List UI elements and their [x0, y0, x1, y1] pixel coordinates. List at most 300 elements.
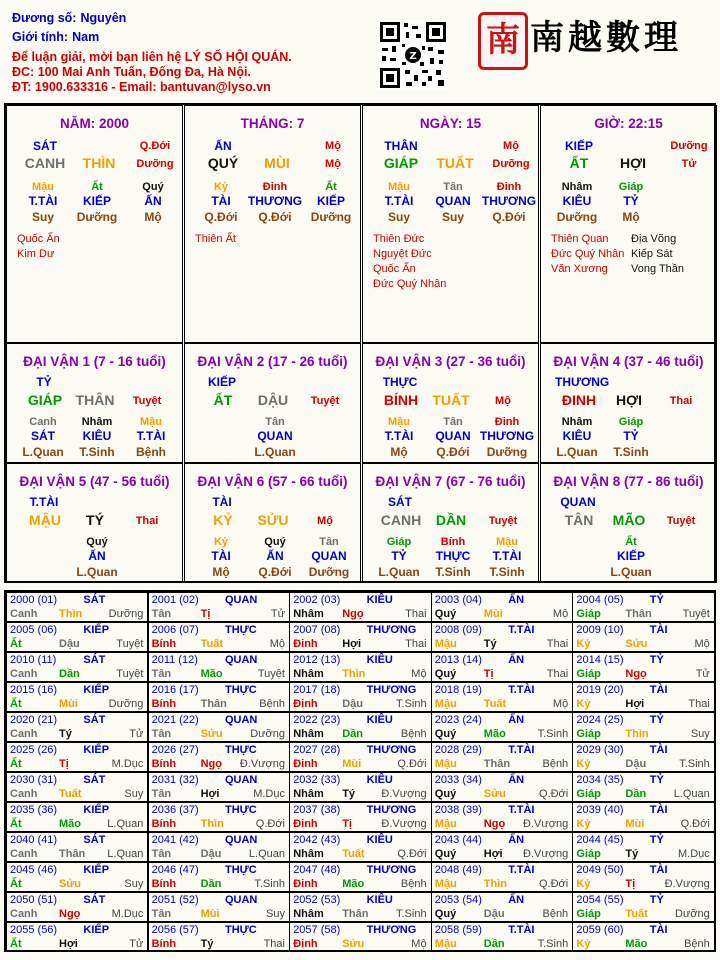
year-stem: Bính — [151, 698, 177, 710]
year-branch: Dần — [483, 938, 505, 950]
year-stem: Canh — [10, 668, 38, 680]
dai-van-title: ĐẠI VẬN 6 (57 - 66 tuổi) — [197, 474, 348, 489]
year-cell[interactable] — [148, 592, 290, 622]
dai-van-branch: MÃO — [612, 512, 646, 528]
life-stage: Q.Đới — [436, 445, 470, 459]
year-stem: Mậu — [434, 638, 457, 650]
year-life-stage: T.Sinh — [537, 728, 569, 740]
dai-van-star: KIẾP — [207, 375, 236, 389]
hidden-stem: Mậu — [496, 536, 518, 548]
year-cell[interactable] — [289, 742, 431, 772]
pillar-title: THÁNG: 7 — [240, 116, 305, 131]
year-label: 2028 (29) — [434, 744, 482, 756]
year-ten-god: KIẾP — [83, 624, 110, 636]
heavenly-stem: QUÝ — [207, 155, 239, 171]
year-cell[interactable] — [148, 712, 290, 742]
shen-sha: Quốc Ấn — [17, 233, 60, 245]
year-cell[interactable] — [6, 682, 148, 712]
year-life-stage: T.Sinh — [396, 698, 427, 710]
hidden-stem: Nhâm — [561, 416, 593, 428]
year-life-stage: Q.Đới — [538, 878, 569, 890]
year-cell[interactable] — [6, 652, 148, 682]
year-stem: Tân — [151, 728, 172, 740]
year-cell[interactable] — [6, 592, 148, 622]
dai-van-branch: HỢI — [616, 392, 642, 408]
year-life-stage: Đ.Vượng — [523, 848, 569, 860]
pillar-2 — [184, 105, 361, 343]
year-cell[interactable] — [572, 772, 714, 802]
year-life-stage: Tử — [270, 608, 285, 620]
life-stage: T.Sinh — [489, 565, 525, 579]
year-cell[interactable] — [572, 712, 714, 742]
year-life-stage: Đ.Vượng — [381, 818, 427, 830]
year-branch: Mão — [625, 938, 648, 950]
year-cell[interactable] — [572, 652, 714, 682]
pillar-1 — [6, 105, 183, 343]
year-stem: Mậu — [434, 878, 457, 890]
year-ten-god: QUAN — [224, 654, 258, 666]
year-ten-god: QUAN — [224, 894, 258, 906]
dai-van-star: TỶ — [36, 375, 52, 389]
life-stage: Suy — [31, 210, 54, 224]
year-cell[interactable] — [148, 922, 290, 952]
year-life-stage: L.Quan — [673, 788, 710, 800]
year-cell[interactable] — [431, 682, 573, 712]
shen-sha: Đức Quý Nhân — [551, 248, 625, 260]
year-life-stage: Tử — [129, 938, 144, 950]
year-stem: Ất — [10, 938, 22, 950]
year-cell[interactable] — [6, 772, 148, 802]
ten-god: T.TÀI — [384, 194, 414, 208]
shen-sha: Quốc Ấn — [373, 263, 416, 275]
year-branch: Dậu — [59, 638, 80, 650]
year-stem: Quý — [434, 668, 457, 680]
year-life-stage: M.Dục — [111, 908, 144, 920]
year-branch: Thân — [625, 608, 652, 620]
year-cell[interactable] — [6, 622, 148, 652]
year-label: 2057 (58) — [293, 924, 341, 936]
year-cell[interactable] — [6, 892, 148, 922]
ten-god: QUAN — [311, 549, 347, 563]
year-cell[interactable] — [289, 712, 431, 742]
hidden-stem: Nhâm — [561, 181, 593, 193]
year-cell[interactable] — [289, 682, 431, 712]
year-stem: Giáp — [576, 668, 601, 680]
year-branch: Mùi — [342, 758, 362, 770]
hidden-stem: Đinh — [494, 416, 520, 428]
stem-star: KIẾP — [564, 139, 593, 153]
owner-line — [12, 11, 126, 25]
year-cell[interactable] — [148, 892, 290, 922]
year-life-stage: Mộ — [269, 638, 285, 650]
ten-god: TÀI — [211, 194, 231, 208]
year-ten-god: THỰC — [224, 684, 257, 696]
year-cell[interactable] — [431, 832, 573, 862]
ten-god: KIÊU — [82, 429, 112, 443]
year-branch: Dần — [625, 788, 647, 800]
year-life-stage: Suy — [124, 878, 144, 890]
year-branch: Mão — [342, 878, 365, 890]
hidden-stem: Giáp — [618, 181, 644, 193]
year-branch: Tị — [200, 608, 211, 620]
year-cell[interactable] — [572, 892, 714, 922]
dai-van-7 — [362, 463, 539, 583]
year-ten-god: ẤN — [508, 594, 525, 606]
year-label: 2037 (38) — [293, 804, 341, 816]
year-ten-god: TÀI — [649, 864, 668, 876]
year-branch: Ngọ — [200, 758, 222, 770]
year-life-stage: Mộ — [552, 608, 569, 620]
year-branch: Mùi — [483, 608, 503, 620]
year-cell[interactable] — [431, 862, 573, 892]
year-stem: Bính — [151, 938, 177, 950]
year-label: 2043 (44) — [434, 834, 482, 846]
year-label: 2010 (11) — [10, 654, 57, 666]
hidden-stem: Tân — [319, 536, 339, 548]
year-ten-god: TỶ — [649, 894, 664, 906]
qr-code-icon[interactable] — [378, 20, 448, 90]
stem-star: ẤN — [214, 139, 232, 153]
year-ten-god: THƯƠNG — [366, 684, 417, 696]
year-life-stage: Suy — [690, 728, 710, 740]
shen-sha: Vong Thần — [631, 263, 685, 275]
year-cell[interactable] — [6, 832, 148, 862]
year-branch: Sửu — [59, 878, 82, 890]
year-stem: Tân — [151, 908, 172, 920]
year-label: 2039 (40) — [576, 804, 624, 816]
ten-god: TÀI — [211, 549, 231, 563]
dai-van-1 — [6, 343, 183, 463]
contact-line-2: ĐC: 100 Mai Anh Tuấn, Đống Đa, Hà Nội. — [12, 65, 251, 79]
hidden-stem: Canh — [29, 416, 57, 428]
year-label: 2032 (33) — [293, 774, 341, 786]
year-label: 2049 (50) — [576, 864, 624, 876]
year-label: 2006 (07) — [151, 624, 199, 636]
year-label: 2008 (09) — [434, 624, 482, 636]
year-ten-god: THƯƠNG — [366, 624, 417, 636]
year-label: 2034 (35) — [576, 774, 624, 786]
shen-sha: Kim Dư — [17, 248, 55, 260]
year-cell[interactable] — [6, 802, 148, 832]
year-branch: Dậu — [483, 908, 505, 920]
year-cell[interactable] — [148, 652, 290, 682]
year-cell[interactable] — [6, 862, 148, 892]
year-ten-god: ẤN — [508, 774, 525, 786]
shen-sha: Văn Xương — [551, 263, 608, 275]
year-cell[interactable] — [572, 592, 714, 622]
year-cell[interactable] — [431, 922, 573, 952]
year-branch: Dậu — [200, 848, 222, 860]
year-stem: Ất — [10, 758, 22, 770]
hidden-stem: Ất — [325, 181, 337, 193]
year-cell[interactable] — [431, 772, 573, 802]
year-ten-god: QUAN — [224, 774, 258, 786]
year-cell[interactable] — [572, 862, 714, 892]
year-label: 2031 (32) — [151, 774, 199, 786]
dai-van-stem: ĐINH — [561, 392, 597, 408]
year-cell[interactable] — [6, 922, 148, 952]
year-ten-god: TÀI — [649, 804, 668, 816]
ten-god: KIẾP — [316, 194, 345, 208]
year-stem: Kỷ — [576, 758, 591, 770]
year-label: 2023 (24) — [434, 714, 482, 726]
year-ten-god: SÁT — [83, 594, 106, 606]
year-label: 2050 (51) — [10, 894, 58, 906]
year-label: 2030 (31) — [10, 774, 58, 786]
year-ten-god: TỶ — [649, 834, 664, 846]
life-stage: L.Quan — [254, 445, 296, 459]
hidden-stem: Đinh — [262, 181, 288, 193]
year-life-stage: Q.Đới — [538, 788, 569, 800]
year-cell[interactable] — [148, 742, 290, 772]
year-branch: Tuất — [342, 848, 365, 860]
year-cell[interactable] — [572, 622, 714, 652]
year-label: 2024 (25) — [576, 714, 624, 726]
dai-van-2 — [184, 343, 361, 463]
year-stem: Đinh — [293, 938, 318, 950]
year-stem: Kỷ — [576, 818, 591, 830]
year-branch: Hợi — [59, 938, 78, 950]
ten-god: T.TÀI — [28, 194, 58, 208]
year-branch: Tuất — [625, 908, 648, 920]
year-cell[interactable] — [289, 622, 431, 652]
year-label: 2003 (04) — [434, 594, 482, 606]
shen-sha: Thiên Ất — [195, 233, 236, 245]
year-label: 2048 (49) — [434, 864, 482, 876]
year-life-stage: T.Sinh — [396, 908, 427, 920]
hidden-stem: Mậu — [388, 416, 410, 428]
year-cell[interactable] — [431, 652, 573, 682]
year-life-stage: Đ.Vượng — [523, 818, 569, 830]
year-ten-god: KIÊU — [366, 774, 393, 786]
year-stem: Quý — [434, 848, 457, 860]
life-stage: Dưỡng — [76, 210, 118, 224]
year-cell[interactable] — [289, 802, 431, 832]
year-branch: Thân — [200, 698, 227, 710]
year-branch: Ngọ — [625, 668, 647, 680]
year-label: 2046 (47) — [151, 864, 199, 876]
dai-van-title: ĐẠI VẬN 3 (27 - 36 tuổi) — [375, 354, 526, 369]
ten-god: TỶ — [623, 429, 639, 443]
dai-van-trang: Mộ — [317, 515, 333, 527]
year-cell[interactable] — [431, 892, 573, 922]
dai-van-branch: TUẤT — [432, 392, 470, 408]
year-branch: Tuất — [200, 638, 223, 650]
life-stage: Bệnh — [136, 445, 166, 459]
ten-god: ẤN — [88, 549, 106, 563]
life-stage: Suy — [387, 210, 410, 224]
dai-van-trang: Thai — [135, 515, 159, 527]
year-label: 2041 (42) — [151, 834, 199, 846]
year-cell[interactable] — [148, 772, 290, 802]
hidden-stem: Mậu — [32, 181, 54, 193]
year-cell[interactable] — [148, 832, 290, 862]
year-branch: Dần — [59, 668, 80, 680]
year-cell[interactable] — [572, 802, 714, 832]
shen-sha: Nguyệt Đức — [373, 248, 432, 260]
year-stem: Quý — [434, 608, 457, 620]
year-life-stage: L.Quan — [107, 818, 144, 830]
gender-line — [12, 30, 99, 44]
year-label: 2012 (13) — [293, 654, 341, 666]
year-ten-god: QUAN — [224, 714, 258, 726]
hidden-stem: Tân — [443, 416, 463, 428]
year-branch: Thìn — [59, 608, 83, 620]
dai-van-trang: Tuyệt — [310, 395, 340, 407]
hidden-stem: Ất — [91, 181, 103, 193]
year-life-stage: Suy — [266, 908, 285, 920]
year-cell[interactable] — [148, 862, 290, 892]
ten-god: TỶ — [623, 194, 639, 208]
year-cell[interactable] — [572, 832, 714, 862]
ten-god: SÁT — [31, 429, 55, 443]
dai-van-star: TÀI — [212, 495, 232, 509]
year-label: 2026 (27) — [151, 744, 199, 756]
year-branch: Ngọ — [342, 608, 364, 620]
year-cell[interactable] — [431, 622, 573, 652]
year-branch: Tị — [342, 818, 352, 830]
year-ten-god: ẤN — [508, 894, 525, 906]
dai-van-trang: Mộ — [495, 395, 511, 407]
hidden-stem: Ất — [625, 536, 637, 548]
year-ten-god: KIÊU — [366, 654, 393, 666]
year-branch: Dần — [200, 878, 222, 890]
year-cell[interactable] — [289, 652, 431, 682]
year-life-stage: Bệnh — [542, 908, 569, 920]
pillar-4 — [540, 105, 717, 343]
ten-god: TỶ — [391, 549, 407, 563]
year-life-stage: Dưỡng — [108, 698, 144, 710]
year-cell[interactable] — [148, 802, 290, 832]
year-cell[interactable] — [572, 682, 714, 712]
year-cell[interactable] — [6, 712, 148, 742]
pillar-title: NĂM: 2000 — [59, 116, 130, 131]
year-ten-god: TỶ — [649, 654, 664, 666]
year-stem: Mậu — [434, 698, 457, 710]
year-stem: Giáp — [576, 608, 601, 620]
year-life-stage: Q.Đới — [255, 818, 285, 830]
hidden-stem: Mậu — [140, 416, 162, 428]
year-ten-god: T.TÀI — [508, 744, 535, 756]
year-stem: Mậu — [434, 758, 457, 770]
year-ten-god: TÀI — [649, 744, 668, 756]
year-branch: Thìn — [342, 668, 366, 680]
year-label: 2021 (22) — [151, 714, 199, 726]
year-ten-god: QUAN — [224, 834, 258, 846]
year-cell[interactable] — [572, 742, 714, 772]
year-label: 2014 (15) — [576, 654, 624, 666]
year-cell[interactable] — [289, 862, 431, 892]
stem-star: THÂN — [384, 139, 418, 153]
year-ten-god: THỰC — [224, 864, 257, 876]
year-stem: Nhâm — [293, 788, 324, 800]
life-stage: L.Quan — [378, 565, 420, 579]
contact-line-3[interactable]: ĐT: 1900.633316 - Email: bantuvan@lyso.vn — [12, 80, 271, 94]
pillar-3 — [362, 105, 539, 343]
year-cell[interactable] — [431, 742, 573, 772]
year-branch: Tị — [59, 758, 69, 770]
year-life-stage: Bệnh — [542, 758, 569, 770]
year-label: 2016 (17) — [151, 684, 199, 696]
year-label: 2025 (26) — [10, 744, 58, 756]
life-stage: T.Sinh — [79, 445, 115, 459]
year-life-stage: Tuyệt — [116, 638, 144, 650]
life-stage: Q.Đới — [258, 565, 292, 579]
year-stem: Mậu — [434, 938, 457, 950]
year-stem: Canh — [10, 728, 38, 740]
year-label: 2051 (52) — [151, 894, 199, 906]
year-branch: Tuất — [483, 698, 507, 710]
year-ten-god: KIẾP — [83, 864, 110, 876]
dai-van-branch: DẬU — [257, 392, 289, 408]
year-branch: Tý — [483, 638, 497, 650]
year-cell[interactable] — [289, 832, 431, 862]
year-branch: Tý — [342, 788, 356, 800]
gender-value: Nam — [72, 30, 100, 44]
earthly-branch: MÙI — [264, 155, 290, 171]
year-cell[interactable] — [572, 922, 714, 952]
year-branch: Dần — [342, 728, 363, 740]
year-ten-god: TÀI — [649, 924, 668, 936]
year-ten-god: THỰC — [224, 744, 257, 756]
svg-text:Z: Z — [409, 51, 417, 62]
life-stage: Mộ — [622, 210, 640, 224]
year-branch: Mùi — [59, 698, 78, 710]
year-cell[interactable] — [289, 772, 431, 802]
year-ten-god: THỰC — [224, 924, 257, 936]
branch-trang: Tử — [681, 158, 697, 170]
year-label: 2058 (59) — [434, 924, 482, 936]
hidden-stem: Bính — [440, 536, 466, 548]
year-cell[interactable] — [148, 682, 290, 712]
year-cell[interactable] — [148, 622, 290, 652]
year-cell[interactable] — [6, 742, 148, 772]
year-label: 2040 (41) — [10, 834, 58, 846]
year-ten-god: THƯƠNG — [366, 924, 417, 936]
year-stem: Nhâm — [293, 608, 324, 620]
year-branch: Tý — [625, 848, 639, 860]
year-cell[interactable] — [289, 592, 431, 622]
year-cell[interactable] — [431, 802, 573, 832]
year-stem: Kỷ — [576, 878, 591, 890]
year-cell[interactable] — [289, 922, 431, 952]
year-ten-god: ẤN — [508, 714, 525, 726]
year-stem: Mậu — [434, 818, 457, 830]
earthly-branch: THÌN — [82, 155, 116, 171]
year-label: 2056 (57) — [151, 924, 199, 936]
year-label: 2022 (23) — [293, 714, 341, 726]
year-label: 2019 (20) — [576, 684, 624, 696]
year-stem: Tân — [151, 608, 172, 620]
year-ten-god: T.TÀI — [508, 804, 535, 816]
year-ten-god: T.TÀI — [508, 864, 535, 876]
ten-god: ẤN — [266, 549, 284, 563]
year-stem: Ất — [10, 878, 22, 890]
hidden-stem: Kỷ — [213, 536, 229, 548]
year-branch: Sửu — [342, 938, 365, 950]
stem-trang: Mộ — [325, 140, 341, 152]
owner-value: Nguyên — [80, 11, 127, 25]
year-life-stage: Thai — [405, 608, 427, 620]
year-cell[interactable] — [289, 892, 431, 922]
year-ten-god: THƯƠNG — [366, 804, 417, 816]
year-cell[interactable] — [431, 712, 573, 742]
ten-god: THƯƠNG — [479, 429, 535, 443]
year-life-stage: Bệnh — [400, 728, 427, 740]
year-branch: Tị — [625, 878, 636, 890]
year-cell[interactable] — [431, 592, 573, 622]
dai-van-stem: MẬU — [29, 512, 61, 528]
